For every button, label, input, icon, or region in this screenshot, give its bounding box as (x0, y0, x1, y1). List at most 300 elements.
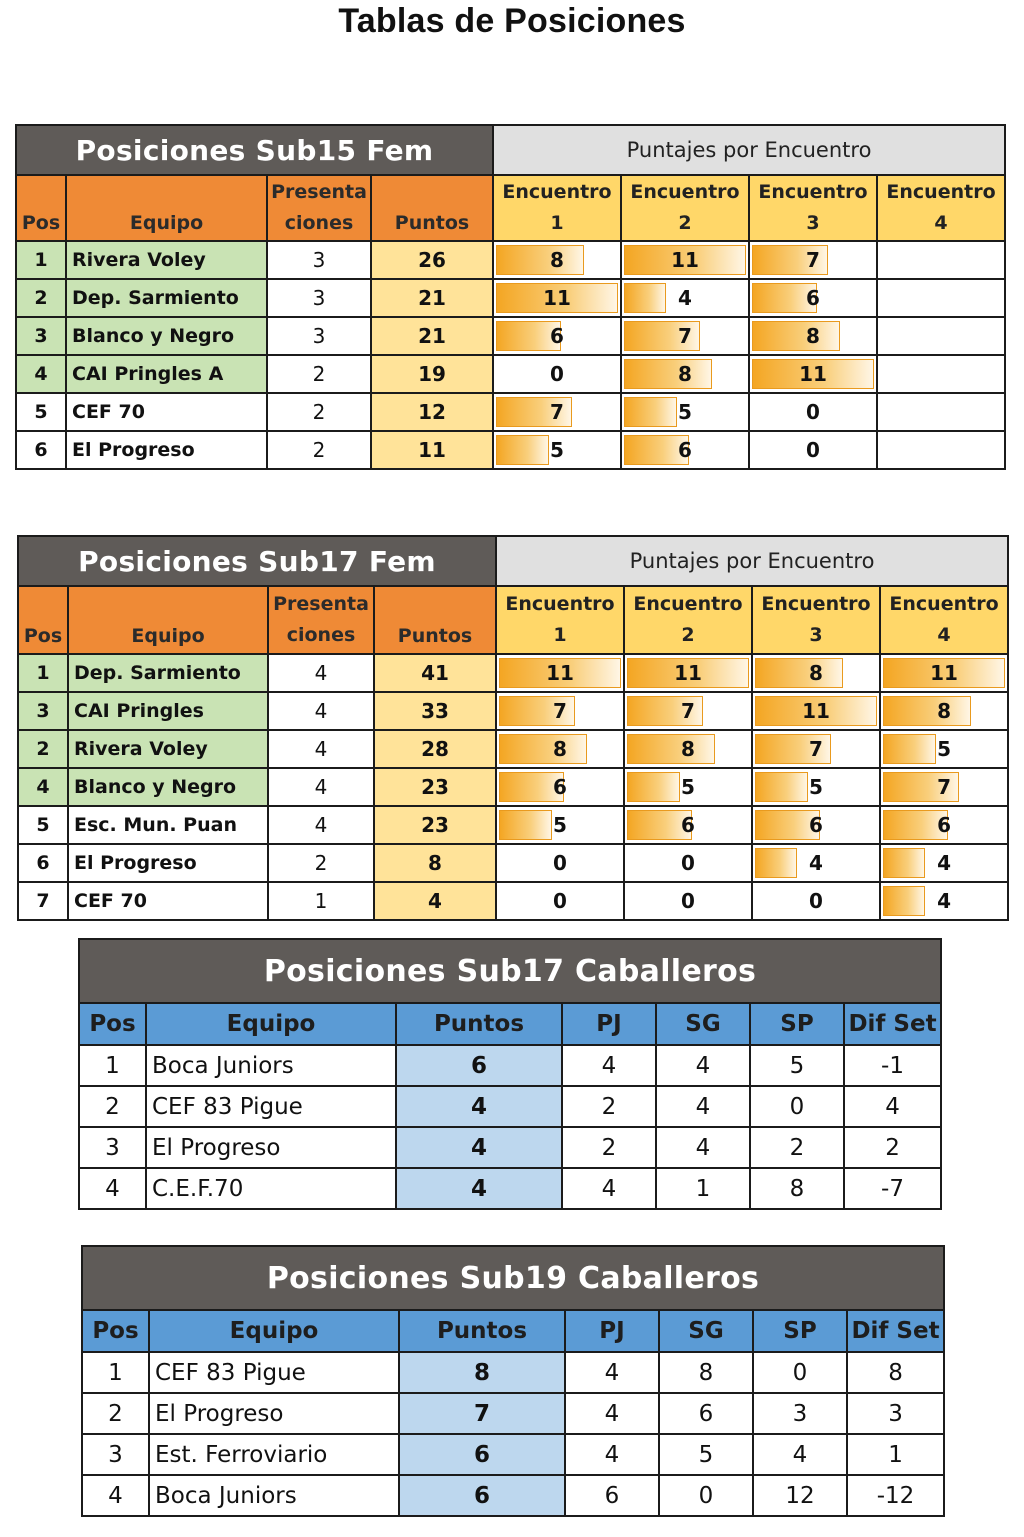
table-row (16, 431, 1005, 469)
encuentro-score-cell (877, 431, 1005, 469)
presentaciones-cell: 4 (268, 730, 374, 768)
header-encuentro-label: Encuentro (505, 593, 615, 615)
team-name-cell: Est. Ferroviario (149, 1434, 399, 1475)
score-value: 6 (553, 775, 567, 799)
column-header-encuentro-4 (880, 586, 1008, 654)
encuentro-score-cell (493, 241, 621, 279)
table-row (79, 1168, 941, 1209)
dif-set-cell: 2 (844, 1127, 941, 1168)
puntos-cell: 4 (396, 1168, 562, 1209)
encuentro-score-cell (877, 317, 1005, 355)
position-cell: 1 (79, 1045, 146, 1086)
puntos-cell: 4 (374, 882, 496, 920)
team-name-cell: CAI Pringles (68, 692, 268, 730)
table-row (82, 1352, 944, 1393)
header-encuentro-number: 3 (809, 624, 823, 646)
position-cell: 3 (79, 1127, 146, 1168)
team-name-cell: C.E.F.70 (146, 1168, 396, 1209)
score-data-bar (627, 734, 715, 764)
sp-cell: 0 (750, 1086, 844, 1127)
sub15-title: Posiciones Sub15 Fem (16, 125, 493, 175)
encuentro-score-cell (752, 692, 880, 730)
position-cell: 4 (16, 355, 66, 393)
table-row (18, 654, 1008, 692)
position-cell: 5 (18, 806, 68, 844)
score-value: 0 (550, 362, 564, 386)
header-encuentro-number: 4 (937, 624, 951, 646)
column-header-encuentro-2 (621, 175, 749, 241)
position-cell: 4 (18, 768, 68, 806)
team-name-cell: Esc. Mun. Puan (68, 806, 268, 844)
score-value: 11 (671, 248, 699, 272)
score-value: 8 (809, 661, 823, 685)
score-value: 6 (678, 438, 692, 462)
encuentro-score-cell (880, 768, 1008, 806)
score-value: 7 (681, 699, 695, 723)
score-value: 11 (674, 661, 702, 685)
table-row (16, 393, 1005, 431)
score-value: 5 (550, 438, 564, 462)
header-encuentro-label: Encuentro (889, 593, 999, 615)
column-header-equipo: Equipo (66, 175, 267, 241)
presentaciones-cell: 3 (267, 241, 371, 279)
header-encuentro-number: 3 (806, 212, 820, 234)
score-data-bar (496, 435, 549, 465)
column-header-puntos: Puntos (396, 1003, 562, 1045)
header-encuentro-label: Encuentro (633, 593, 743, 615)
encuentro-score-cell (624, 730, 752, 768)
table-row (79, 1086, 941, 1127)
encuentro-score-cell (624, 882, 752, 920)
score-value: 7 (809, 737, 823, 761)
puntos-cell: 11 (371, 431, 493, 469)
score-data-bar (883, 886, 925, 916)
table-row (82, 1434, 944, 1475)
score-value: 8 (553, 737, 567, 761)
encuentro-score-cell (621, 431, 749, 469)
column-header-encuentro-2 (624, 586, 752, 654)
position-cell: 3 (82, 1434, 149, 1475)
encuentro-score-cell (621, 279, 749, 317)
position-cell: 1 (18, 654, 68, 692)
header-encuentro-number: 2 (678, 212, 692, 234)
encuentro-score-cell (880, 882, 1008, 920)
encuentro-score-cell (621, 393, 749, 431)
score-value: 8 (937, 699, 951, 723)
presentaciones-cell: 3 (267, 279, 371, 317)
score-data-bar (883, 848, 925, 878)
position-cell: 1 (82, 1352, 149, 1393)
column-header-encuentro-1 (493, 175, 621, 241)
sg-cell: 6 (659, 1393, 753, 1434)
header-encuentro-number: 1 (553, 624, 567, 646)
encuentro-score-cell (752, 882, 880, 920)
score-value: 8 (678, 362, 692, 386)
column-header-sg: SG (656, 1003, 750, 1045)
dif-set-cell: -12 (847, 1475, 944, 1516)
puntos-cell: 7 (399, 1393, 565, 1434)
column-header-sg: SG (659, 1310, 753, 1352)
score-value: 0 (681, 851, 695, 875)
sg-cell: 4 (656, 1086, 750, 1127)
score-value: 7 (553, 699, 567, 723)
team-name-cell: CAI Pringles A (66, 355, 267, 393)
encuentro-score-cell (496, 844, 624, 882)
page-title: Tablas de Posiciones (338, 2, 686, 40)
score-value: 8 (681, 737, 695, 761)
column-header-encuentro-3 (752, 586, 880, 654)
encuentro-score-cell (624, 654, 752, 692)
sub17m-title: Posiciones Sub17 Caballeros (79, 939, 941, 1003)
sub15-fem-standings-table (15, 124, 1006, 470)
position-cell: 3 (16, 317, 66, 355)
table-row (16, 241, 1005, 279)
puntos-cell: 4 (396, 1086, 562, 1127)
position-cell: 1 (16, 241, 66, 279)
presentaciones-cell: 4 (268, 768, 374, 806)
encuentro-score-cell (877, 241, 1005, 279)
score-value: 11 (802, 699, 830, 723)
table-row (18, 882, 1008, 920)
score-data-bar (883, 696, 971, 726)
encuentro-score-cell (877, 393, 1005, 431)
dif-set-cell: 8 (847, 1352, 944, 1393)
encuentro-score-cell (877, 279, 1005, 317)
encuentro-score-cell (493, 317, 621, 355)
team-name-cell: Blanco y Negro (66, 317, 267, 355)
score-value: 11 (543, 286, 571, 310)
sp-cell: 12 (753, 1475, 847, 1516)
encuentro-score-cell (880, 806, 1008, 844)
encuentro-score-cell (621, 241, 749, 279)
table-row (16, 355, 1005, 393)
header-presentaciones-line2: ciones (284, 212, 354, 234)
team-name-cell: Boca Juniors (149, 1475, 399, 1516)
position-cell: 6 (18, 844, 68, 882)
column-header-pj: PJ (562, 1003, 656, 1045)
score-value: 0 (806, 438, 820, 462)
score-value: 0 (553, 889, 567, 913)
team-name-cell: CEF 83 Pigue (146, 1086, 396, 1127)
presentaciones-cell: 2 (267, 431, 371, 469)
pj-cell: 4 (562, 1045, 656, 1086)
table-row (18, 806, 1008, 844)
column-header-pos: Pos (79, 1003, 146, 1045)
encuentro-score-cell (496, 882, 624, 920)
score-value: 7 (678, 324, 692, 348)
sp-cell: 5 (750, 1045, 844, 1086)
column-header-dif-set: Dif Set (844, 1003, 941, 1045)
sub17-fem-standings-table (17, 535, 1009, 921)
encuentro-score-cell (880, 654, 1008, 692)
sg-cell: 8 (659, 1352, 753, 1393)
team-name-cell: Rivera Voley (68, 730, 268, 768)
encuentro-score-cell (752, 768, 880, 806)
team-name-cell: CEF 83 Pigue (149, 1352, 399, 1393)
score-value: 4 (809, 851, 823, 875)
sg-cell: 0 (659, 1475, 753, 1516)
column-header-encuentro-1 (496, 586, 624, 654)
pj-cell: 2 (562, 1086, 656, 1127)
column-header-pos: Pos (16, 175, 66, 241)
score-data-bar (499, 810, 552, 840)
team-name-cell: Boca Juniors (146, 1045, 396, 1086)
column-header-puntos: Puntos (399, 1310, 565, 1352)
header-presentaciones-line1: Presenta (271, 181, 367, 203)
puntos-cell: 12 (371, 393, 493, 431)
puntos-cell: 28 (374, 730, 496, 768)
column-header-equipo: Equipo (146, 1003, 396, 1045)
score-value: 6 (681, 813, 695, 837)
column-header-encuentro-4 (877, 175, 1005, 241)
score-data-bar (499, 734, 587, 764)
score-value: 7 (550, 400, 564, 424)
encuentro-score-cell (493, 393, 621, 431)
header-encuentro-label: Encuentro (502, 181, 612, 203)
encuentro-score-cell (880, 730, 1008, 768)
table-row (82, 1393, 944, 1434)
score-value: 0 (809, 889, 823, 913)
sub15-subtitle: Puntajes por Encuentro (493, 125, 1005, 175)
score-data-bar (627, 772, 680, 802)
table-row (18, 768, 1008, 806)
score-data-bar (624, 283, 666, 313)
team-name-cell: CEF 70 (66, 393, 267, 431)
encuentro-score-cell (621, 355, 749, 393)
team-name-cell: El Progreso (149, 1393, 399, 1434)
presentaciones-cell: 2 (267, 393, 371, 431)
team-name-cell: CEF 70 (68, 882, 268, 920)
encuentro-score-cell (877, 355, 1005, 393)
score-value: 0 (553, 851, 567, 875)
puntos-cell: 41 (374, 654, 496, 692)
score-data-bar (624, 359, 712, 389)
encuentro-score-cell (749, 355, 877, 393)
puntos-cell: 19 (371, 355, 493, 393)
dif-set-cell: -1 (844, 1045, 941, 1086)
puntos-cell: 33 (374, 692, 496, 730)
presentaciones-cell: 4 (268, 692, 374, 730)
column-header-encuentro-3 (749, 175, 877, 241)
puntos-cell: 26 (371, 241, 493, 279)
column-header-equipo: Equipo (68, 586, 268, 654)
sub19m-title: Posiciones Sub19 Caballeros (82, 1246, 944, 1310)
score-value: 6 (550, 324, 564, 348)
puntos-cell: 23 (374, 768, 496, 806)
header-encuentro-label: Encuentro (761, 593, 871, 615)
table-row (18, 692, 1008, 730)
pj-cell: 4 (565, 1352, 659, 1393)
puntos-cell: 4 (396, 1127, 562, 1168)
score-value: 11 (930, 661, 958, 685)
encuentro-score-cell (496, 730, 624, 768)
presentaciones-cell: 1 (268, 882, 374, 920)
team-name-cell: El Progreso (146, 1127, 396, 1168)
pj-cell: 4 (565, 1393, 659, 1434)
column-header-dif-set: Dif Set (847, 1310, 944, 1352)
score-data-bar (496, 245, 584, 275)
position-cell: 6 (16, 431, 66, 469)
score-value: 6 (806, 286, 820, 310)
encuentro-score-cell (493, 431, 621, 469)
presentaciones-cell: 3 (267, 317, 371, 355)
sg-cell: 1 (656, 1168, 750, 1209)
team-name-cell: Rivera Voley (66, 241, 267, 279)
encuentro-score-cell (752, 806, 880, 844)
team-name-cell: Blanco y Negro (68, 768, 268, 806)
score-value: 5 (553, 813, 567, 837)
table-row (18, 730, 1008, 768)
puntos-cell: 23 (374, 806, 496, 844)
encuentro-score-cell (752, 844, 880, 882)
sub17f-subtitle: Puntajes por Encuentro (496, 536, 1008, 586)
score-data-bar (752, 321, 840, 351)
sp-cell: 8 (750, 1168, 844, 1209)
header-presentaciones-line2: ciones (286, 624, 356, 646)
position-cell: 4 (79, 1168, 146, 1209)
column-header-puntos: Puntos (374, 586, 496, 654)
dif-set-cell: 4 (844, 1086, 941, 1127)
position-cell: 2 (18, 730, 68, 768)
header-row (82, 1310, 944, 1352)
column-header-sp: SP (753, 1310, 847, 1352)
table-row (16, 279, 1005, 317)
score-value: 0 (681, 889, 695, 913)
team-name-cell: Dep. Sarmiento (66, 279, 267, 317)
score-value: 0 (806, 400, 820, 424)
score-value: 11 (799, 362, 827, 386)
score-data-bar (755, 658, 843, 688)
column-header-equipo: Equipo (149, 1310, 399, 1352)
encuentro-score-cell (493, 279, 621, 317)
encuentro-score-cell (752, 730, 880, 768)
encuentro-score-cell (749, 279, 877, 317)
encuentro-score-cell (624, 692, 752, 730)
puntos-cell: 8 (374, 844, 496, 882)
column-header-presentaciones (267, 175, 371, 241)
puntos-cell: 6 (399, 1475, 565, 1516)
sg-cell: 5 (659, 1434, 753, 1475)
sp-cell: 0 (753, 1352, 847, 1393)
score-value: 4 (678, 286, 692, 310)
header-encuentro-label: Encuentro (630, 181, 740, 203)
encuentro-score-cell (624, 768, 752, 806)
sub17-caballeros-standings-table (78, 938, 942, 1210)
score-value: 7 (937, 775, 951, 799)
team-name-cell: El Progreso (68, 844, 268, 882)
sp-cell: 2 (750, 1127, 844, 1168)
column-header-presentaciones (268, 586, 374, 654)
dif-set-cell: 3 (847, 1393, 944, 1434)
score-value: 5 (809, 775, 823, 799)
dif-set-cell: 1 (847, 1434, 944, 1475)
encuentro-score-cell (624, 844, 752, 882)
header-encuentro-label: Encuentro (886, 181, 996, 203)
table-row (16, 317, 1005, 355)
header-encuentro-number: 1 (550, 212, 564, 234)
encuentro-score-cell (752, 654, 880, 692)
encuentro-score-cell (496, 654, 624, 692)
score-value: 8 (550, 248, 564, 272)
encuentro-score-cell (749, 431, 877, 469)
score-value: 6 (937, 813, 951, 837)
score-data-bar (624, 397, 677, 427)
score-value: 6 (809, 813, 823, 837)
encuentro-score-cell (496, 692, 624, 730)
puntos-cell: 21 (371, 279, 493, 317)
encuentro-score-cell (880, 692, 1008, 730)
sg-cell: 4 (656, 1127, 750, 1168)
score-value: 4 (937, 889, 951, 913)
encuentro-score-cell (749, 317, 877, 355)
score-data-bar (755, 772, 808, 802)
encuentro-score-cell (749, 393, 877, 431)
table-row (79, 1045, 941, 1086)
score-value: 5 (937, 737, 951, 761)
pj-cell: 6 (565, 1475, 659, 1516)
sub17f-title: Posiciones Sub17 Fem (18, 536, 496, 586)
header-encuentro-number: 4 (934, 212, 948, 234)
score-data-bar (883, 734, 936, 764)
dif-set-cell: -7 (844, 1168, 941, 1209)
encuentro-score-cell (624, 806, 752, 844)
score-value: 5 (681, 775, 695, 799)
score-value: 8 (806, 324, 820, 348)
position-cell: 3 (18, 692, 68, 730)
sp-cell: 3 (753, 1393, 847, 1434)
header-row (79, 1003, 941, 1045)
position-cell: 2 (16, 279, 66, 317)
sg-cell: 4 (656, 1045, 750, 1086)
score-data-bar (755, 848, 797, 878)
pj-cell: 2 (562, 1127, 656, 1168)
puntos-cell: 6 (399, 1434, 565, 1475)
pj-cell: 4 (562, 1168, 656, 1209)
score-value: 4 (937, 851, 951, 875)
sub19-caballeros-standings-table (81, 1245, 945, 1517)
encuentro-score-cell (496, 768, 624, 806)
table-row (82, 1475, 944, 1516)
position-cell: 2 (82, 1393, 149, 1434)
encuentro-score-cell (749, 241, 877, 279)
table-row (79, 1127, 941, 1168)
header-encuentro-number: 2 (681, 624, 695, 646)
column-header-pos: Pos (82, 1310, 149, 1352)
header-encuentro-label: Encuentro (758, 181, 868, 203)
puntos-cell: 21 (371, 317, 493, 355)
encuentro-score-cell (880, 844, 1008, 882)
encuentro-score-cell (621, 317, 749, 355)
header-presentaciones-line1: Presenta (273, 593, 369, 615)
position-cell: 7 (18, 882, 68, 920)
column-header-pos: Pos (18, 586, 68, 654)
presentaciones-cell: 4 (268, 806, 374, 844)
presentaciones-cell: 2 (268, 844, 374, 882)
presentaciones-cell: 2 (267, 355, 371, 393)
column-header-puntos: Puntos (371, 175, 493, 241)
pj-cell: 4 (565, 1434, 659, 1475)
sp-cell: 4 (753, 1434, 847, 1475)
column-header-pj: PJ (565, 1310, 659, 1352)
table-row (18, 844, 1008, 882)
position-cell: 5 (16, 393, 66, 431)
puntos-cell: 6 (396, 1045, 562, 1086)
team-name-cell: Dep. Sarmiento (68, 654, 268, 692)
puntos-cell: 8 (399, 1352, 565, 1393)
score-value: 5 (678, 400, 692, 424)
column-header-sp: SP (750, 1003, 844, 1045)
encuentro-score-cell (496, 806, 624, 844)
